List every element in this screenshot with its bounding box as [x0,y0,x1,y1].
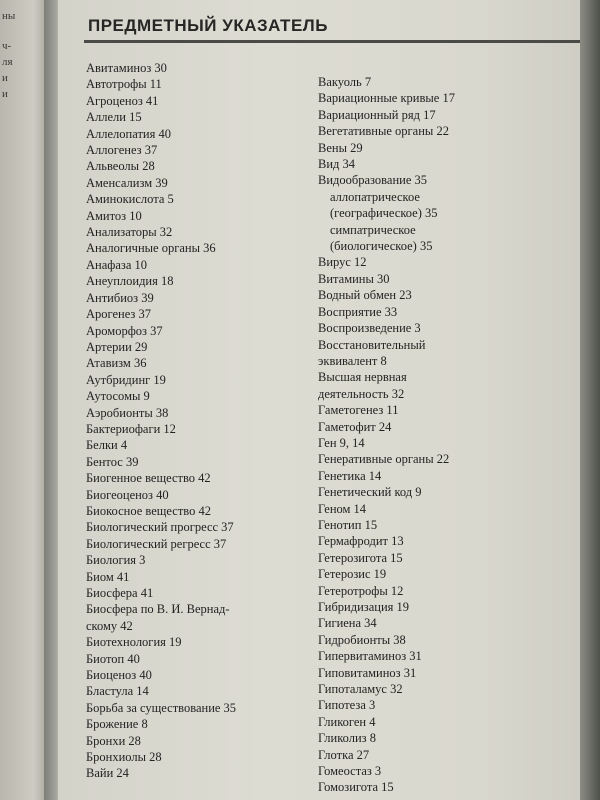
index-entry: Аэробионты 38 [86,405,169,420]
index-entry: Биосфера 41 [86,586,154,600]
left-page-fragment: ч- [2,40,12,52]
index-entry: Гигиена 34 [318,616,377,631]
index-entry: Гликолиз 8 [318,731,376,746]
index-entry: Агроценоз 41 [86,93,159,108]
index-entry: Вегетативные органы 22 [318,124,449,139]
index-entry: деятельность 32 [318,386,405,401]
page-edge-shadow [580,0,600,800]
index-entry: Бактериофаги 12 [86,421,176,436]
index-entry: Ген 9, 14 [318,435,365,450]
index-entry: Гипервитаминоз 31 [318,649,422,664]
left-page-fragment: и [2,88,8,100]
index-entry: Гаметофит 24 [318,419,392,434]
index-entry: Анеуплоидия 18 [86,274,174,289]
left-page-fragment: и [2,72,8,84]
index-entry: Бронхи 28 [86,733,141,748]
index-entry: Гидробионты 38 [318,632,406,647]
index-entry: Гаметогенез 11 [318,403,399,418]
index-entry: Ароморфоз 37 [86,323,163,338]
index-entry: Амитоз 10 [86,208,142,223]
index-entry: Бластула 14 [86,684,149,699]
index-entry: Вены 29 [318,140,363,155]
index-entry: Гомозигота 15 [318,780,394,795]
index-entry: Вариационный ряд 17 [318,107,436,122]
index-entry: Восстановительный [318,337,426,352]
index-entry: Гипоталамус 32 [318,682,403,697]
index-entry: Аменсализм 39 [86,175,168,190]
index-entry: Биом 41 [86,569,130,584]
index-entry: Глотка 27 [318,747,370,762]
index-entry: Биоценоз 40 [86,668,152,683]
index-entry: Биология 3 [86,553,146,568]
index-column-left [86,60,326,782]
left-page-edge [0,0,48,800]
title-underline [84,40,580,43]
index-entry: Бентос 39 [86,454,139,469]
index-entry: Генеративные органы 22 [318,452,450,467]
index-entry: Водный обмен 23 [318,288,412,303]
index-entry: Вид 34 [318,157,356,172]
index-entry: Белки 4 [86,438,128,453]
index-subentry: (географическое) 35 [330,206,438,221]
index-subentry: (биологическое) 35 [330,239,433,254]
index-entry: Анализаторы 32 [86,225,173,240]
index-entry: Авитаминоз 30 [86,61,167,75]
index-entry: Бронхиолы 28 [86,750,162,765]
index-entry: Биологический прогресс 37 [86,520,234,535]
index-entry: Воспроизведение 3 [318,321,421,336]
index-entry: Аналогичные органы 36 [86,241,216,256]
index-entry: Биогеоценоз 40 [86,487,169,502]
index-entry: Восприятие 33 [318,304,398,319]
index-entry: Биогенное вещество 42 [86,471,211,486]
left-page-fragment: ля [2,56,13,68]
index-entry: Гетеротрофы 12 [318,583,404,598]
index-entry: Биосфера по В. И. Вернад- [86,602,230,617]
index-entry: Гетерозигота 15 [318,550,403,565]
index-subentry: аллопатрическое [330,189,420,204]
index-entry: Геном 14 [318,501,367,516]
index-entry: Вайи 24 [86,766,129,781]
index-entry: Альвеолы 28 [86,159,155,174]
index-entry: Биотехнология 19 [86,635,182,650]
index-entry: Вариационные кривые 17 [318,91,455,106]
index-entry: Атавизм 36 [86,356,147,371]
index-entry: Автотрофы 11 [86,77,162,92]
page-title: ПРЕДМЕТНЫЙ УКАЗАТЕЛЬ [88,16,328,35]
index-entry: Борьба за существование 35 [86,700,237,715]
index-entry: Брожение 8 [86,717,148,732]
index-entry: Генетический код 9 [318,485,422,500]
index-entry: скому 42 [86,618,133,633]
index-entry: Гликоген 4 [318,714,376,729]
index-entry: Аллогенез 37 [86,143,158,158]
index-column-right [318,74,558,796]
index-entry: Анафаза 10 [86,257,148,272]
index-entry: Гипотеза 3 [318,698,376,713]
index-entry: эквивалент 8 [318,353,387,368]
index-entry: Биокосное вещество 42 [86,503,211,518]
index-entry: Аллели 15 [86,110,142,125]
index-entry: Вакуоль 7 [318,75,372,89]
index-entry: Генотип 15 [318,517,378,532]
index-entry: Гермафродит 13 [318,534,404,549]
index-entry: Антибиоз 39 [86,290,154,305]
index-entry: Гиповитаминоз 31 [318,665,417,680]
left-page-fragment: ны [2,10,16,22]
index-entry: Гомеостаз 3 [318,764,382,779]
index-entry: Генетика 14 [318,468,382,483]
index-entry: Витамины 30 [318,271,390,286]
index-entry: Вирус 12 [318,255,367,270]
index-page [58,0,580,800]
index-entry: Гибридизация 19 [318,600,410,614]
index-entry: Артерии 29 [86,339,148,354]
index-entry: Высшая нервная [318,370,407,385]
index-subentry: симпатрическое [330,222,416,237]
index-entry: Аутбридинг 19 [86,372,166,387]
index-entry: Биологический регресс 37 [86,536,227,551]
index-entry: Биотоп 40 [86,651,140,666]
index-entry: Аутосомы 9 [86,389,150,404]
index-entry: Аллелопатия 40 [86,126,171,141]
index-entry: Аминокислота 5 [86,192,174,207]
index-entry: Видообразование 35 [318,173,427,188]
index-entry: Гетерозис 19 [318,567,387,582]
index-entry: Арогенез 37 [86,307,151,322]
